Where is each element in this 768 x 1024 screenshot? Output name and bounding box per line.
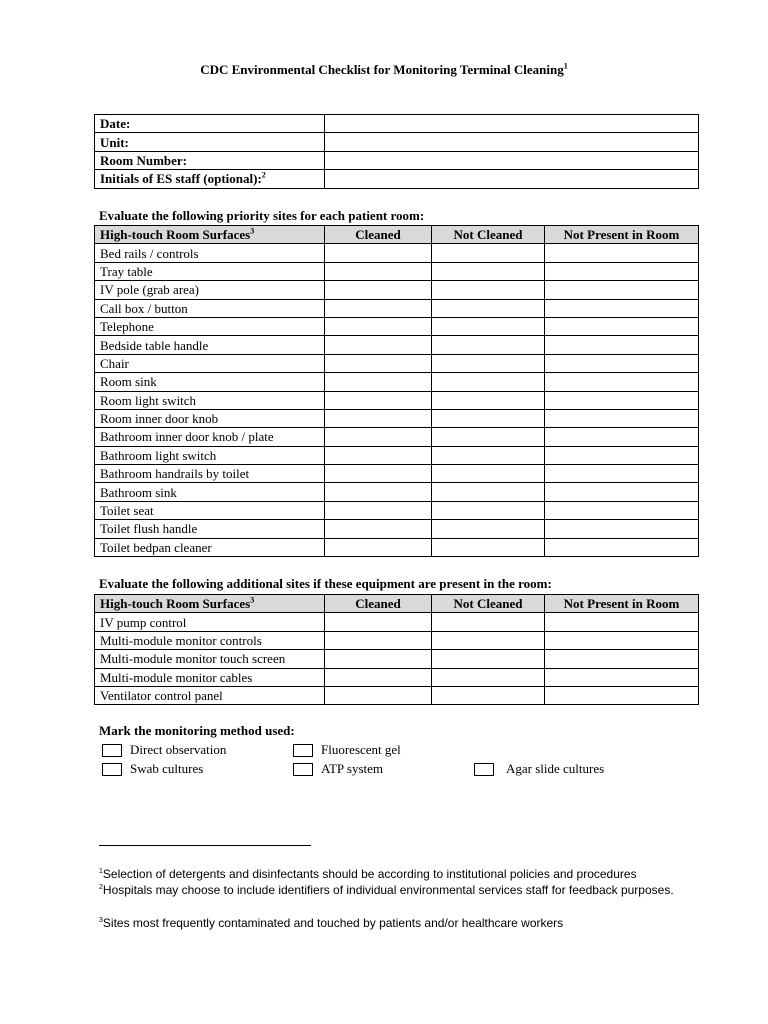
cleaned-cell[interactable] [325, 686, 432, 704]
surface-label: Bedside table handle [95, 336, 325, 354]
surface-label: Call box / button [95, 299, 325, 317]
method-fluorescent-gel[interactable] [293, 742, 401, 758]
not-present-cell[interactable] [545, 336, 699, 354]
info-label [95, 170, 325, 188]
info-label-text: Date: [100, 116, 131, 132]
not-present-cell[interactable] [545, 354, 699, 372]
surface-label: Toilet bedpan cleaner [95, 538, 325, 556]
cleaned-cell[interactable] [325, 409, 432, 427]
not-cleaned-cell[interactable] [432, 354, 545, 372]
not-present-cell[interactable] [545, 465, 699, 483]
table-row [95, 262, 699, 280]
not-present-cell[interactable] [545, 299, 699, 317]
info-label-sup: 2 [261, 171, 266, 181]
not-cleaned-cell[interactable] [432, 613, 545, 631]
title-footnote-ref: 1 [563, 61, 568, 71]
info-table [94, 114, 699, 189]
footnote-1 [99, 866, 679, 882]
footnote-text: Hospitals may choose to include identifiers of individual environmental services staff for feedback purposes. [102, 883, 674, 897]
not-cleaned-cell[interactable] [432, 483, 545, 501]
footnote-num: 1 [99, 868, 103, 875]
surface-label: Chair [95, 354, 325, 372]
col-not-present: Not Present in Room [545, 226, 699, 244]
priority-header-row [95, 226, 699, 244]
additional-table [94, 594, 699, 705]
table-row [95, 317, 699, 335]
info-label-text: Initials of ES staff (optional): [100, 171, 262, 187]
col-not-cleaned: Not Cleaned [432, 226, 545, 244]
surface-label: Bathroom light switch [95, 446, 325, 464]
priority-table [94, 225, 699, 557]
col-cleaned: Cleaned [325, 595, 432, 613]
surface-label: Room inner door knob [95, 409, 325, 427]
not-present-cell[interactable] [545, 501, 699, 519]
page-title [0, 62, 768, 78]
priority-heading: Evaluate the following priority sites for each patient room: [99, 208, 425, 223]
info-row [95, 170, 699, 188]
not-cleaned-cell[interactable] [432, 501, 545, 519]
surface-label: Multi-module monitor controls [95, 631, 325, 649]
col-surfaces [95, 595, 325, 613]
table-row [95, 428, 699, 446]
surface-label: Room light switch [95, 391, 325, 409]
info-value-cell[interactable] [325, 151, 699, 169]
cleaned-cell[interactable] [325, 465, 432, 483]
cleaned-cell[interactable] [325, 281, 432, 299]
surface-label: Bathroom handrails by toilet [95, 465, 325, 483]
info-value-cell[interactable] [325, 133, 699, 151]
col-surfaces-sup: 3 [250, 226, 255, 236]
table-row [95, 354, 699, 372]
method-label: Agar slide cultures [506, 761, 605, 776]
additional-header-row [95, 595, 699, 613]
cleaned-cell[interactable] [325, 391, 432, 409]
surface-label: Telephone [95, 317, 325, 335]
not-cleaned-cell[interactable] [432, 281, 545, 299]
cleaned-cell[interactable] [325, 668, 432, 686]
not-cleaned-cell[interactable] [432, 336, 545, 354]
not-cleaned-cell[interactable] [432, 299, 545, 317]
info-row [95, 133, 699, 151]
table-row [95, 631, 699, 649]
table-row [95, 299, 699, 317]
not-cleaned-cell[interactable] [432, 668, 545, 686]
method-label: Swab cultures [130, 761, 204, 776]
not-cleaned-cell[interactable] [432, 262, 545, 280]
surface-label: Toilet seat [95, 501, 325, 519]
surface-label: Tray table [95, 262, 325, 280]
cleaned-cell[interactable] [325, 538, 432, 556]
not-present-cell[interactable] [545, 520, 699, 538]
table-row [95, 686, 699, 704]
not-present-cell[interactable] [545, 613, 699, 631]
method-label: Direct observation [130, 742, 227, 757]
cleaned-cell[interactable] [325, 317, 432, 335]
not-present-cell[interactable] [545, 686, 699, 704]
cleaned-cell[interactable] [325, 244, 432, 262]
page-title-text: CDC Environmental Checklist for Monitoring Terminal Cleaning [200, 62, 564, 77]
cleaned-cell[interactable] [325, 520, 432, 538]
footnote-2 [99, 882, 679, 898]
surface-label: Bed rails / controls [95, 244, 325, 262]
cleaned-cell[interactable] [325, 336, 432, 354]
cleaned-cell[interactable] [325, 354, 432, 372]
not-present-cell[interactable] [545, 483, 699, 501]
table-row [95, 483, 699, 501]
info-value-cell[interactable] [325, 170, 699, 188]
info-label [95, 115, 325, 133]
footnote-num: 3 [99, 917, 103, 924]
col-not-cleaned: Not Cleaned [432, 595, 545, 613]
checkbox[interactable] [293, 763, 313, 776]
not-cleaned-cell[interactable] [432, 391, 545, 409]
checkbox[interactable] [293, 744, 313, 757]
cleaned-cell[interactable] [325, 373, 432, 391]
col-surfaces-label: High-touch Room Surfaces [100, 227, 251, 243]
table-row [95, 650, 699, 668]
info-label [95, 133, 325, 151]
monitoring-heading: Mark the monitoring method used: [99, 723, 295, 738]
not-cleaned-cell[interactable] [432, 650, 545, 668]
col-surfaces-sup: 3 [250, 595, 255, 605]
not-cleaned-cell[interactable] [432, 686, 545, 704]
footnote-3 [99, 915, 679, 931]
not-present-cell[interactable] [545, 538, 699, 556]
not-cleaned-cell[interactable] [432, 317, 545, 335]
surface-label: Multi-module monitor touch screen [95, 650, 325, 668]
col-cleaned: Cleaned [325, 226, 432, 244]
table-row [95, 409, 699, 427]
footnote-text: Selection of detergents and disinfectants should be according to institutional policies and procedures [102, 867, 637, 881]
surface-label: IV pump control [95, 613, 325, 631]
table-row [95, 538, 699, 556]
not-present-cell[interactable] [545, 281, 699, 299]
not-cleaned-cell[interactable] [432, 465, 545, 483]
cleaned-cell[interactable] [325, 262, 432, 280]
col-surfaces [95, 226, 325, 244]
cleaned-cell[interactable] [325, 650, 432, 668]
cleaned-cell[interactable] [325, 428, 432, 446]
method-label: Fluorescent gel [321, 742, 401, 757]
not-cleaned-cell[interactable] [432, 631, 545, 649]
method-direct-observation[interactable] [102, 742, 226, 758]
surface-label: Toilet flush handle [95, 520, 325, 538]
not-cleaned-cell[interactable] [432, 520, 545, 538]
footnote-num: 2 [99, 884, 103, 891]
table-row [95, 520, 699, 538]
table-row [95, 244, 699, 262]
not-present-cell[interactable] [545, 631, 699, 649]
surface-label: Bathroom sink [95, 483, 325, 501]
not-present-cell[interactable] [545, 391, 699, 409]
table-row [95, 501, 699, 519]
surface-label: IV pole (grab area) [95, 281, 325, 299]
additional-heading: Evaluate the following additional sites if these equipment are present in the room: [99, 576, 552, 591]
info-value-cell[interactable] [325, 115, 699, 133]
surface-label: Room sink [95, 373, 325, 391]
footnote-divider [99, 845, 311, 846]
info-label-text: Unit: [100, 134, 129, 150]
method-agar-slide-cultures[interactable] [474, 761, 604, 777]
table-row [95, 446, 699, 464]
not-present-cell[interactable] [545, 446, 699, 464]
surface-label: Ventilator control panel [95, 686, 325, 704]
not-present-cell[interactable] [545, 244, 699, 262]
table-row [95, 281, 699, 299]
not-present-cell[interactable] [545, 317, 699, 335]
info-row [95, 115, 699, 133]
method-atp-system[interactable] [293, 761, 383, 777]
info-label [95, 151, 325, 169]
cleaned-cell[interactable] [325, 299, 432, 317]
not-present-cell[interactable] [545, 650, 699, 668]
not-cleaned-cell[interactable] [432, 428, 545, 446]
table-row [95, 668, 699, 686]
not-cleaned-cell[interactable] [432, 538, 545, 556]
not-present-cell[interactable] [545, 262, 699, 280]
info-label-text: Room Number: [100, 152, 188, 168]
cleaned-cell[interactable] [325, 501, 432, 519]
table-row [95, 373, 699, 391]
col-not-present: Not Present in Room [545, 595, 699, 613]
footnote-text: Sites most frequently contaminated and touched by patients and/or healthcare workers [102, 916, 564, 930]
checkbox[interactable] [474, 763, 494, 776]
cleaned-cell[interactable] [325, 631, 432, 649]
method-label: ATP system [321, 761, 383, 776]
surface-label: Multi-module monitor cables [95, 668, 325, 686]
surface-label: Bathroom inner door knob / plate [95, 428, 325, 446]
not-cleaned-cell[interactable] [432, 409, 545, 427]
not-present-cell[interactable] [545, 668, 699, 686]
col-surfaces-label: High-touch Room Surfaces [100, 596, 251, 612]
not-present-cell[interactable] [545, 373, 699, 391]
not-cleaned-cell[interactable] [432, 244, 545, 262]
method-swab-cultures[interactable] [102, 761, 203, 777]
cleaned-cell[interactable] [325, 446, 432, 464]
cleaned-cell[interactable] [325, 613, 432, 631]
checkbox[interactable] [102, 744, 122, 757]
table-row [95, 465, 699, 483]
table-row [95, 613, 699, 631]
cleaned-cell[interactable] [325, 483, 432, 501]
table-row [95, 336, 699, 354]
not-cleaned-cell[interactable] [432, 373, 545, 391]
not-present-cell[interactable] [545, 428, 699, 446]
info-row [95, 151, 699, 169]
not-present-cell[interactable] [545, 409, 699, 427]
table-row [95, 391, 699, 409]
checkbox[interactable] [102, 763, 122, 776]
not-cleaned-cell[interactable] [432, 446, 545, 464]
